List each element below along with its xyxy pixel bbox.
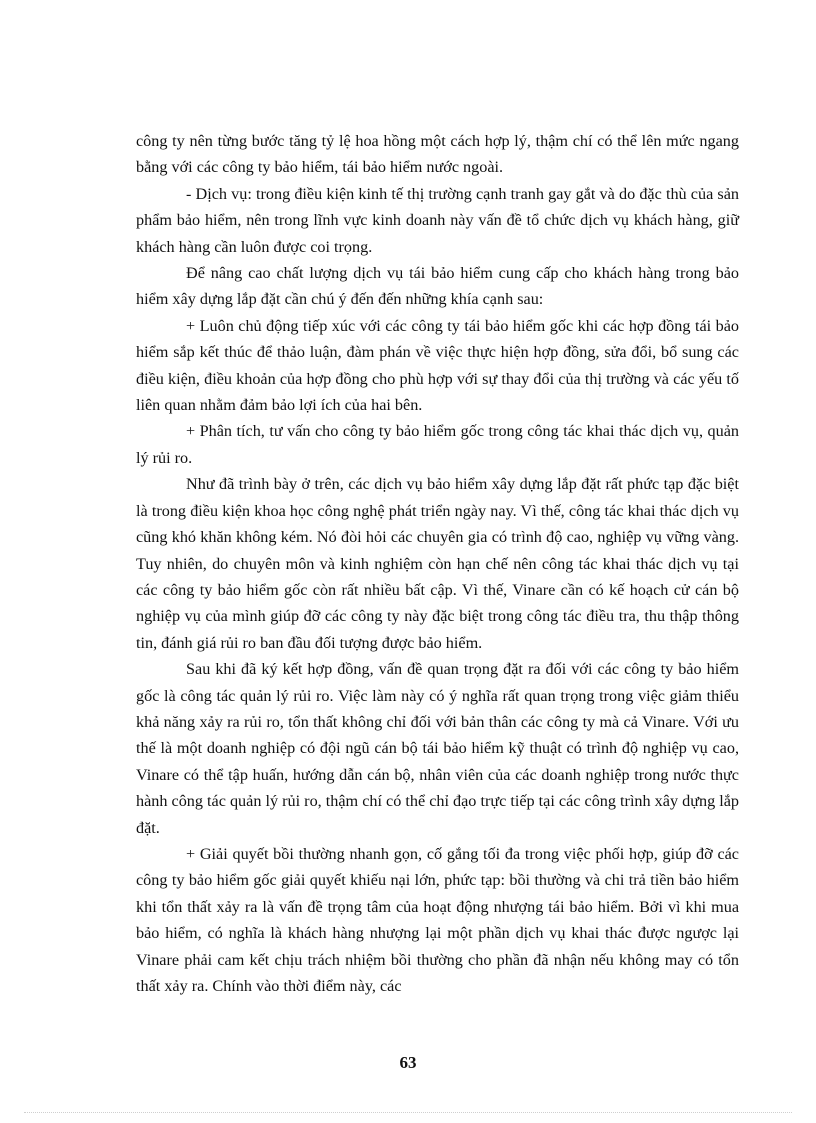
page-bottom-divider [24,1112,792,1113]
page-number: 63 [399,1053,417,1072]
paragraph-4: + Luôn chủ động tiếp xúc với các công ty tái bảo hiểm gốc khi các hợp đồng tái bảo hiểm sắp kết thúc để thảo luận, đàm phán về việc thực hiện hợp đồng, sửa đổi, bổ sung các điều kiện, điều khoản của hợp đồng cho phù hợp với sự thay đổi của thị trường và các yếu tố liên quan nhằm đảm bảo lợi ích của hai bên. [136,316,739,415]
paragraph-5: + Phân tích, tư vấn cho công ty bảo hiểm gốc trong công tác khai thác dịch vụ, quản lý rủi ro. [136,422,739,467]
paragraph-2: - Dịch vụ: trong điều kiện kinh tế thị trường cạnh tranh gay gắt và do đặc thù của sản phẩm bảo hiểm, nên trong lĩnh vực kinh doanh này vấn đề tổ chức dịch vụ khách hàng, giữ khách hàng cần luôn được coi trọng. [136,184,739,256]
paragraph-3: Để nâng cao chất lượng dịch vụ tái bảo hiểm cung cấp cho khách hàng trong bảo hiểm xây dựng lắp đặt cần chú ý đến đến những khía cạnh sau: [136,264,739,309]
paragraph-8: + Giải quyết bồi thường nhanh gọn, cố gắng tối đa trong việc phối hợp, giúp đỡ các công ty bảo hiểm gốc giải quyết khiếu nại lớn, phức tạp: bồi thường và chi trả tiền bảo hiểm khi tổn thất xảy ra là vấn đề trọng tâm của hoạt động nhượng tái bảo hiểm. Bởi vì khi mua bảo hiểm, có nghĩa là khách hàng nhượng lại một phần dịch vụ khai thác được ngược lại Vinare phải cam kết chịu trách nhiệm bồi thường cho phần đã nhận nếu không may có tổn thất xảy ra. Chính vào thời điểm này, các [136,844,739,995]
paragraph-7: Sau khi đã ký kết hợp đồng, vấn đề quan trọng đặt ra đối với các công ty bảo hiểm gốc là công tác quản lý rủi ro. Việc làm này có ý nghĩa rất quan trọng trong việc giảm thiểu khả năng xảy ra rủi ro, tổn thất không chỉ đối với bản thân các công ty mà cả Vinare. Với ưu thế là một doanh nghiệp có đội ngũ cán bộ tái bảo hiểm kỹ thuật có trình độ nghiệp vụ cao, Vinare có thể tập huấn, hướng dẫn cán bộ, nhân viên của các doanh nghiệp trong nước thực hành công tác quản lý rủi ro, thậm chí có thể chỉ đạo trực tiếp tại các công trình xây dựng lắp đặt. [136,660,739,837]
paragraph-6: Như đã trình bày ở trên, các dịch vụ bảo hiểm xây dựng lắp đặt rất phức tạp đặc biệt là trong điều kiện khoa học công nghệ phát triển ngày nay. Vì thế, công tác khai thác dịch vụ cũng khó khăn không kém. Nó đòi hỏi các chuyên gia có trình độ cao, nghiệp vụ vững vàng. Tuy nhiên, do chuyên môn và kinh nghiệm còn hạn chế nên công tác khai thác dịch vụ tại các công ty bảo hiểm gốc còn rất nhiều bất cập. Vì thế, Vinare cần có kế hoạch cử cán bộ nghiệp vụ của mình giúp đỡ các công ty này đặc biệt trong công tác điều tra, thu thập thông tin, đánh giá rủi ro ban đầu đối tượng được bảo hiểm. [136,475,739,652]
document-body [136,128,739,999]
paragraph-1: công ty nên từng bước tăng tỷ lệ hoa hồng một cách hợp lý, thậm chí có thể lên mức ngang bằng với các công ty bảo hiểm, tái bảo hiểm nước ngoài. [136,132,739,177]
